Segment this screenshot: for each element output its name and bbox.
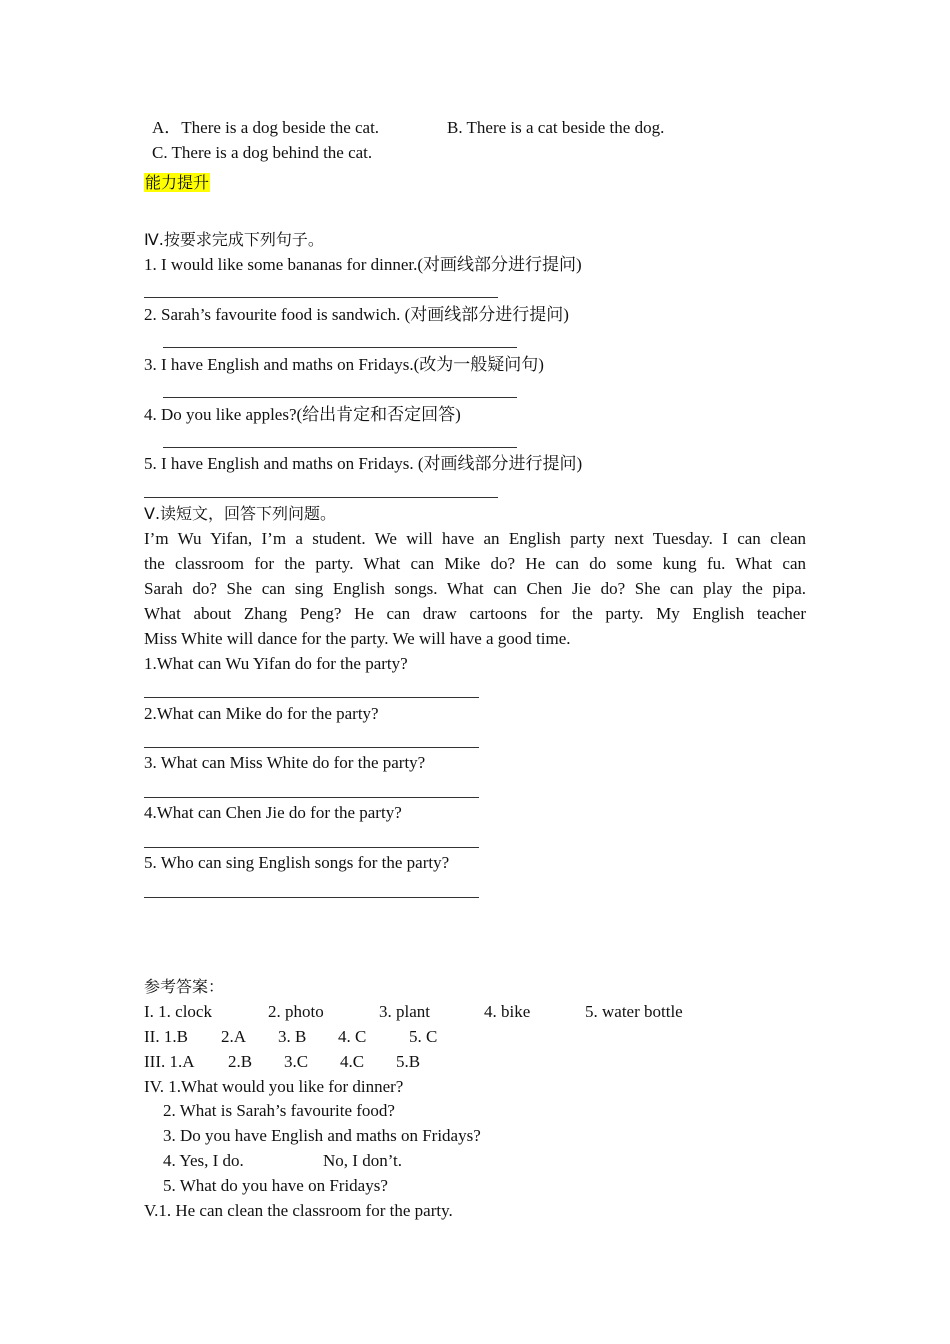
passage-line: the classroom for the party. What can Mike do? He can do some kung fu. What can [144, 554, 806, 573]
answers-part3 [144, 1050, 744, 1074]
answer-line [144, 897, 479, 898]
answers-part4-line2: 2. What is Sarah’s favourite food? [163, 1101, 395, 1120]
answer: 4.C [340, 1052, 365, 1071]
passage-line: I’m Wu Yifan, I’m a student. We will have an English party next Tuesday. I can clean [144, 529, 806, 548]
answer: 4. C [338, 1027, 367, 1046]
answer: 5. water bottle [585, 1002, 683, 1021]
section4-item-2: 2. Sarah’s favourite food is sandwich. (对画线部分进行提问) [144, 305, 569, 324]
section5-question-4: 4.What can Chen Jie do for the party? [144, 803, 402, 822]
answer-line [144, 697, 479, 698]
section4-item-3: 3. I have English and maths on Fridays.(改为一般疑问句) [144, 355, 544, 374]
answer-line [144, 797, 479, 798]
answer: 4. bike [484, 1002, 531, 1021]
answers-part4-line4b: No, I don’t. [323, 1151, 403, 1170]
answer: I. 1. clock [144, 1002, 212, 1021]
answer-line [144, 297, 498, 298]
answer-line [163, 347, 517, 348]
highlight-text: 能力提升 [145, 173, 210, 192]
answer-line [144, 747, 479, 748]
answers-part1 [144, 1000, 744, 1024]
option-b: B. There is a cat beside the dog. [447, 118, 665, 137]
section4-item-1: 1. I would like some bananas for dinner.(对画线部分进行提问) [144, 255, 582, 274]
answers-part4-line3: 3. Do you have English and maths on Fridays? [163, 1126, 481, 1145]
answer: 3. plant [379, 1002, 430, 1021]
answer: 2. photo [268, 1002, 324, 1021]
passage-line: Miss White will dance for the party. We will have a good time. [144, 629, 571, 648]
answers-part5-line1: V.1. He can clean the classroom for the party. [144, 1201, 453, 1220]
answer-line [144, 497, 498, 498]
section4-heading: Ⅳ.按要求完成下列句子。 [144, 230, 324, 249]
answer: 2.B [228, 1052, 253, 1071]
answers-heading: 参考答案： [144, 977, 225, 996]
answer-line [144, 847, 479, 848]
answers-part4-line4a: 4. Yes, I do. [163, 1151, 244, 1170]
option-a: A．There is a dog beside the cat. [152, 118, 380, 137]
answer: 5. C [409, 1027, 438, 1046]
answer: III. 1.A [144, 1052, 195, 1071]
ability-section-label [144, 171, 210, 195]
answers-part2 [144, 1025, 744, 1049]
answer: 3. B [278, 1027, 307, 1046]
answer: 5.B [396, 1052, 421, 1071]
answer-line [163, 447, 517, 448]
answers-part4-line5: 5. What do you have on Fridays? [163, 1176, 388, 1195]
passage-line: Sarah do? She can sing English songs. What can Chen Jie do? She can play the pipa. [144, 579, 806, 598]
section5-question-2: 2.What can Mike do for the party? [144, 704, 379, 723]
option-c: C. There is a dog behind the cat. [152, 143, 373, 162]
answer: II. 1.B [144, 1027, 188, 1046]
passage-line: What about Zhang Peng? He can draw cartoons for the party. My English teacher [144, 604, 806, 623]
answer: 3.C [284, 1052, 309, 1071]
answer: 2.A [221, 1027, 247, 1046]
answers-part4-line1: IV. 1.What would you like for dinner? [144, 1077, 404, 1096]
section5-question-1: 1.What can Wu Yifan do for the party? [144, 654, 408, 673]
section4-item-4: 4. Do you like apples?(给出肯定和否定回答) [144, 405, 461, 424]
answer-line [163, 397, 517, 398]
section5-question-3: 3. What can Miss White do for the party? [144, 753, 426, 772]
section5-question-5: 5. Who can sing English songs for the party? [144, 853, 450, 872]
section4-item-5: 5. I have English and maths on Fridays. (对画线部分进行提问) [144, 454, 583, 473]
section5-heading: Ⅴ.读短文，回答下列问题。 [144, 504, 337, 523]
